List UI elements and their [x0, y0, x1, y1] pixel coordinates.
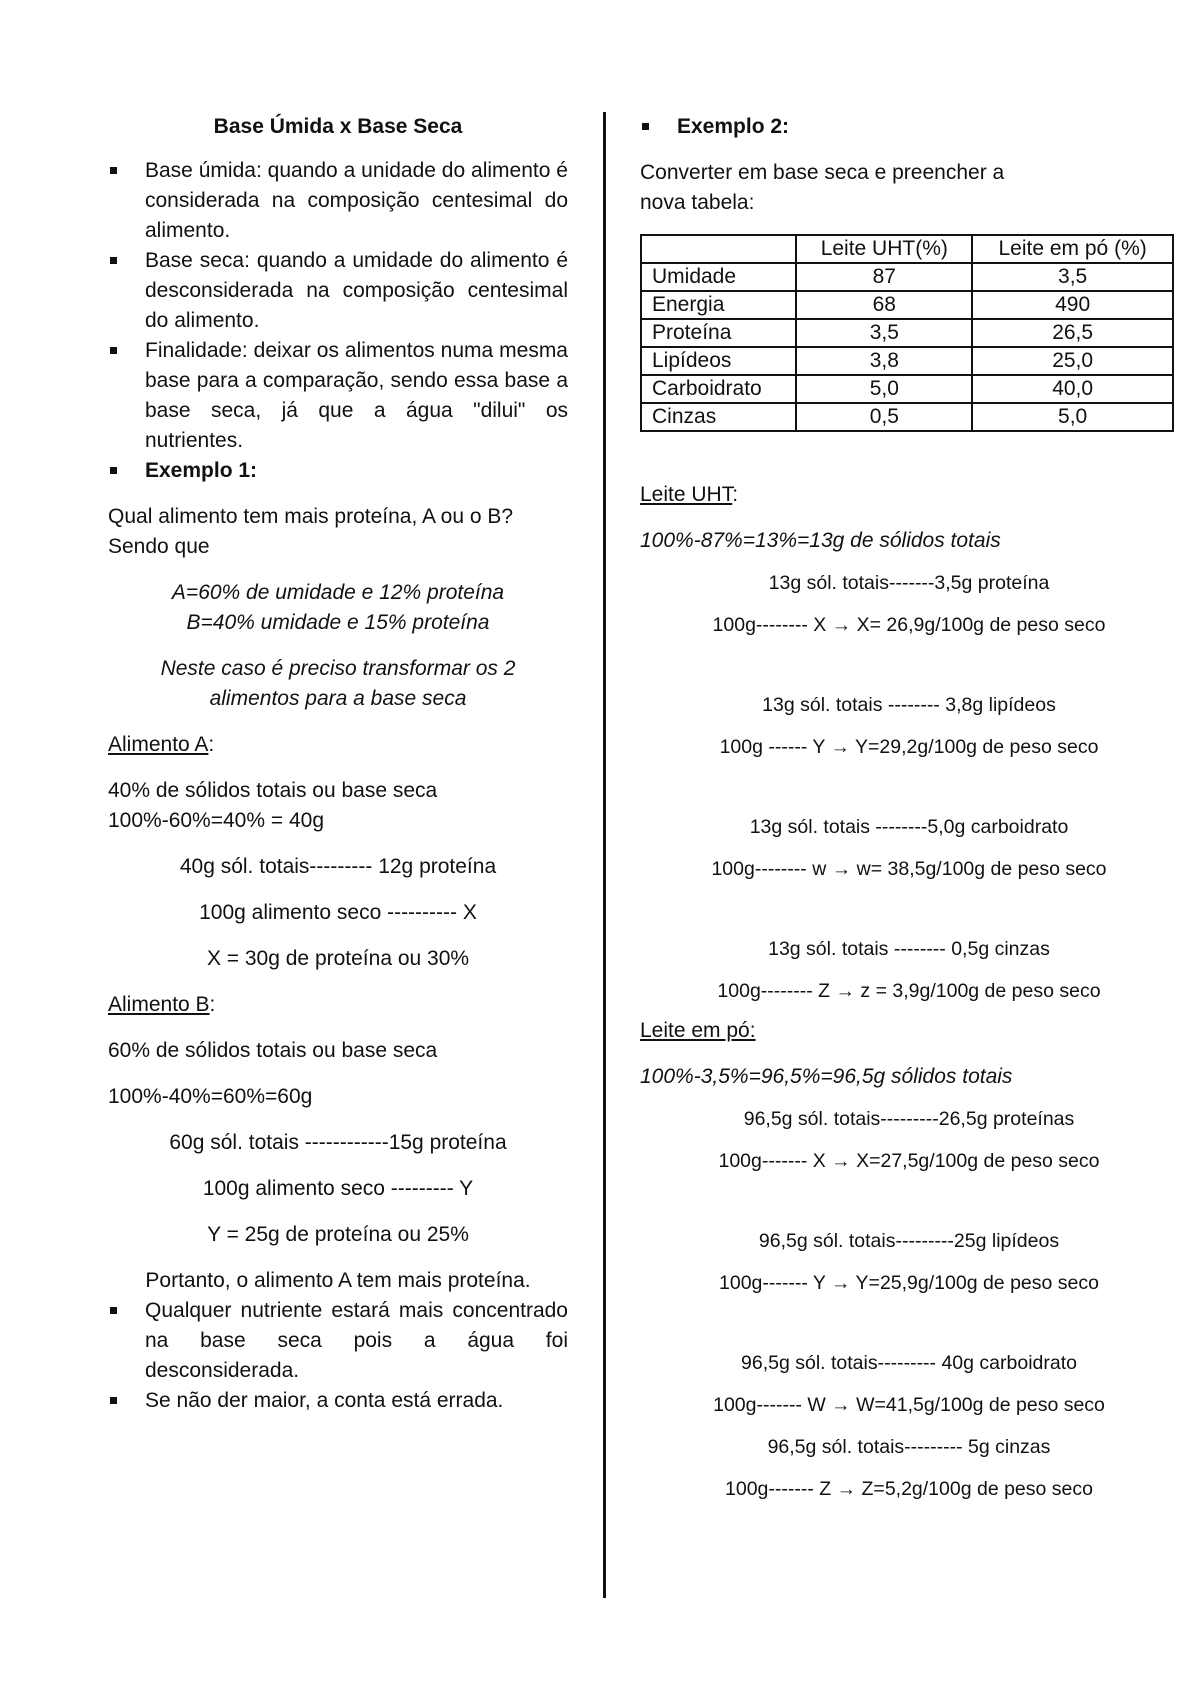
uht-calc-ash-2: 100g-------- Z → z = 3,9g/100g de peso seco — [717, 980, 1101, 1002]
uht-calcs — [640, 568, 1178, 1006]
table-cell: 3,5 — [972, 263, 1173, 291]
table-header-row — [641, 235, 1173, 263]
po-calc-carb-2: 100g------- W → W=41,5g/100g de peso seco — [713, 1394, 1105, 1416]
table-cell: Energia — [641, 291, 796, 319]
food-b-heading-text: Alimento B — [108, 993, 210, 1016]
example1-heading: Exemplo 1: — [108, 456, 568, 486]
uht-calc-carb-1: 13g sól. totais --------5,0g carboidrato — [749, 816, 1069, 838]
page-title: Base Úmida x Base Seca — [213, 115, 463, 138]
bullet-conta-errada: Se não der maior, a conta está errada. — [108, 1386, 568, 1416]
food-a-calc-2: 100g alimento seco ---------- X — [199, 901, 477, 924]
food-a-heading-text: Alimento A — [108, 733, 209, 756]
po-calc-ash-2: 100g------- Z → Z=5,2g/100g de peso seco — [725, 1478, 1093, 1500]
table-cell: 5,0 — [972, 403, 1173, 431]
po-calc-lipid-2: 100g------- Y → Y=25,9g/100g de peso seco — [719, 1272, 1099, 1294]
food-b-result: Y = 25g de proteína ou 25% — [207, 1223, 469, 1246]
instruction-line-1: Converter em base seca e preencher a — [640, 161, 1005, 184]
right-column — [640, 112, 1178, 1504]
left-column — [108, 112, 568, 1416]
food-a-calc-1: 40g sól. totais--------- 12g proteína — [179, 855, 497, 878]
uht-colon: : — [732, 483, 739, 506]
po-calc-lipid-1: 96,5g sól. totais---------25g lipídeos — [758, 1230, 1060, 1252]
bullet-concentrado: Qualquer nutriente estará mais concentrado na base seca pois a água foi desconsiderada. — [108, 1296, 568, 1386]
uht-calc-protein-2: 100g-------- X → X= 26,9g/100g de peso seco — [712, 614, 1106, 636]
instruction-line-2: nova tabela: — [640, 191, 755, 214]
po-formula: 100%-3,5%=96,5%=96,5g sólidos totais — [640, 1065, 1013, 1088]
food-b-calc-1: 60g sól. totais ------------15g proteína — [169, 1131, 507, 1154]
table-row — [641, 319, 1173, 347]
food-b-calc-2: 100g alimento seco --------- Y — [202, 1177, 474, 1200]
food-a-line-2: 100%-60%=40% = 40g — [108, 809, 324, 832]
table-cell: Proteína — [641, 319, 796, 347]
table-cell: Cinzas — [641, 403, 796, 431]
given-b: B=40% umidade e 15% proteína — [186, 611, 490, 634]
uht-formula: 100%-87%=13%=13g de sólidos totais — [640, 529, 1001, 552]
food-b-heading — [108, 990, 568, 1020]
table-cell: Umidade — [641, 263, 796, 291]
table-cell: 490 — [972, 291, 1173, 319]
po-calc-protein-2: 100g------- X → X=27,5g/100g de peso seco — [718, 1150, 1100, 1172]
column-divider — [603, 112, 606, 1598]
po-calcs — [640, 1104, 1178, 1504]
example2-list — [640, 112, 1178, 142]
table-row — [641, 263, 1173, 291]
po-calc-ash-1: 96,5g sól. totais--------- 5g cinzas — [767, 1436, 1051, 1458]
composition-table — [640, 234, 1174, 432]
uht-calc-ash-1: 13g sól. totais -------- 0,5g cinzas — [768, 938, 1050, 960]
uht-heading-text: Leite UHT — [640, 483, 733, 506]
bullet-finalidade: Finalidade: deixar os alimentos numa mesma base para a comparação, sendo essa base a base seca, já que a água "dilui" os nutrientes. — [108, 336, 568, 456]
food-a-line-1: 40% de sólidos totais ou base seca — [108, 779, 438, 802]
table-cell: 40,0 — [972, 375, 1173, 403]
po-calc-protein-1: 96,5g sól. totais---------26,5g proteínas — [743, 1108, 1075, 1130]
table-cell: Carboidrato — [641, 375, 796, 403]
table-row — [641, 347, 1173, 375]
food-b-line-2: 100%-40%=60%=60g — [108, 1085, 313, 1108]
table-cell: 3,8 — [796, 347, 972, 375]
po-heading: Leite em pó: — [640, 1019, 756, 1042]
final-bullet-list — [108, 1296, 568, 1416]
example2-heading: Exemplo 2: — [640, 112, 1178, 142]
table-row — [641, 291, 1173, 319]
conclusion: Portanto, o alimento A tem mais proteína. — [145, 1269, 531, 1292]
bullet-base-umida: Base úmida: quando a unidade do alimento é considerada na composição centesimal do alimento. — [108, 156, 568, 246]
table-cell: 26,5 — [972, 319, 1173, 347]
food-b-colon: : — [209, 993, 216, 1016]
table-cell: 3,5 — [796, 319, 972, 347]
table-header-cell — [641, 235, 796, 263]
uht-heading — [640, 480, 1178, 510]
uht-calc-lipid-1: 13g sól. totais -------- 3,8g lipídeos — [762, 694, 1056, 716]
food-a-heading — [108, 730, 568, 760]
uht-calc-carb-2: 100g-------- w → w= 38,5g/100g de peso seco — [711, 858, 1107, 880]
table-cell: 0,5 — [796, 403, 972, 431]
table-cell: Lipídeos — [641, 347, 796, 375]
food-b-line-1: 60% de sólidos totais ou base seca — [108, 1039, 438, 1062]
note-line-2: alimentos para a base seca — [209, 687, 467, 710]
uht-calc-protein-1: 13g sól. totais-------3,5g proteína — [768, 572, 1050, 594]
bullet-base-seca: Base seca: quando a umidade do alimento é desconsiderada na composição centesimal do alimento. — [108, 246, 568, 336]
table-header-cell: Leite UHT(%) — [796, 235, 972, 263]
table-row — [641, 403, 1173, 431]
given-a: A=60% de umidade e 12% proteína — [171, 581, 505, 604]
example1-question: Qual alimento tem mais proteína, A ou o B? Sendo que — [108, 505, 514, 558]
uht-calc-lipid-2: 100g ------ Y → Y=29,2g/100g de peso seco — [719, 736, 1099, 758]
food-a-colon: : — [208, 733, 215, 756]
food-a-result: X = 30g de proteína ou 30% — [206, 947, 470, 970]
definition-list — [108, 156, 568, 486]
table-row — [641, 375, 1173, 403]
table-cell: 5,0 — [796, 375, 972, 403]
po-calc-carb-1: 96,5g sól. totais--------- 40g carboidrato — [741, 1352, 1077, 1374]
table-cell: 25,0 — [972, 347, 1173, 375]
table-cell: 68 — [796, 291, 972, 319]
table-cell: 87 — [796, 263, 972, 291]
note-line-1: Neste caso é preciso transformar os 2 — [160, 657, 516, 680]
table-header-cell: Leite em pó (%) — [972, 235, 1173, 263]
